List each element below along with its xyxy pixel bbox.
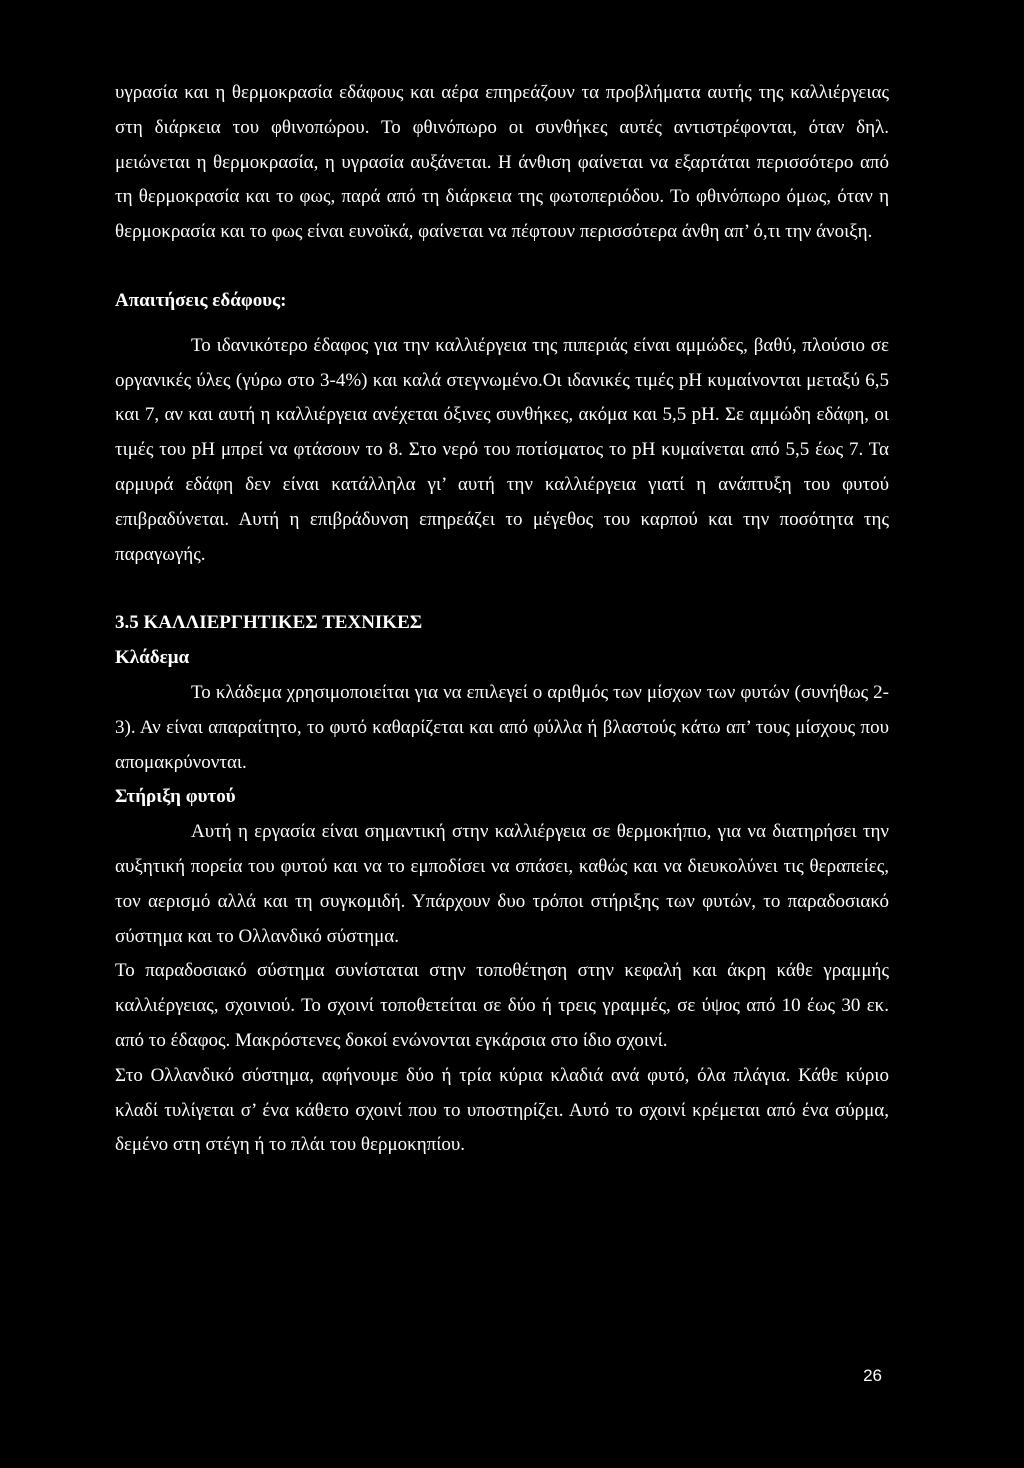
section-heading: 3.5 ΚΑΛΛΙΕΡΓΗΤΙΚΕΣ ΤΕΧΝΙΚΕΣ (115, 612, 423, 634)
page-content (115, 76, 889, 1163)
page-number: 26 (863, 1366, 882, 1385)
plant-support-paragraph: Αυτή η εργασία είναι σημαντική στην καλλιέργεια σε θερμοκήπιο, για να διατηρήσει την αυξητική πορεία του φυτού και να το εμποδίσει να σπάσει, καθώς και να διευκολύνει τις θεραπείες, τον αερισμό αλλά και τη συγκομιδή. Υπάρχουν δυο τρόποι στήριξης των φυτών, το παραδοσιακό σύστημα και το Ολλανδικό σύστημα. (115, 821, 889, 947)
soil-requirements-paragraph: Το ιδανικότερο έδαφος για την καλλιέργεια της πιπεριάς είναι αμμώδες, βαθύ, πλούσιο σε οργανικές ύλες (γύρω στο 3-4%) και καλά στεγνωμένο.Οι ιδανικές τιμές pH κυμαίνονται μεταξύ 6,5 και 7, αν και αυτή η καλλιέργεια ανέχεται όξινες συνθήκες, ακόμα και 5,5 pH. Σε αμμώδη εδάφη, οι τιμές του pH μπρεί να φτάσουν το 8. Στο νερό του ποτίσματος το pH κυμαίνεται από 5,5 έως 7. Τα αρμυρά εδάφη δεν είναι κατάλληλα γι’ αυτή την καλλιέργεια γιατί η ανάπτυξη του φυτού επιβραδύνεται. Αυτή η επιβράδυνση επηρεάζει το μέγεθος του καρπού και την ποσότητα της παραγωγής. (115, 334, 889, 565)
plant-support-heading: Στήριξη φυτού (115, 786, 236, 808)
pruning-heading: Κλάδεμα (115, 647, 190, 669)
soil-requirements-heading: Απαιτήσεις εδάφους: (115, 289, 287, 311)
dutch-system-paragraph: Στο Ολλανδικό σύστημα, αφήνουμε δύο ή τρία κύρια κλαδιά ανά φυτό, όλα πλάγια. Κάθε κύριο κλαδί τυλίγεται σ’ ένα κάθετο σχοινί που το υποστηρίζει. Αυτό το σχοινί κρέμεται από ένα σύρμα, δεμένο στη στέγη ή το πλάι του θερμοκηπίου. (115, 1064, 889, 1156)
traditional-system-paragraph: Το παραδοσιακό σύστημα συνίσταται στην τοποθέτηση στην κεφαλή και άκρη κάθε γραμμής καλλιέργειας, σχοινιού. Το σχοινί τοποθετείται σε δύο ή τρεις γραμμές, σε ύψος από 10 έως 30 εκ. από το έδαφος. Μακρόστενες δοκοί ενώνονται εγκάρσια στο ίδιο σχοινί. (115, 960, 889, 1051)
pruning-paragraph: Το κλάδεμα χρησιμοποιείται για να επιλεγεί ο αριθμός των μίσχων των φυτών (συνήθως 2-3). Αν είναι απαραίτητο, το φυτό καθαρίζεται και από φύλλα ή βλαστούς κάτω απ’ τους μίσχους που απομακρύνονται. (115, 681, 889, 773)
intro-paragraph: υγρασία και η θερμοκρασία εδάφους και αέρα επηρεάζουν τα προβλήματα αυτής της καλλιέργειας στη διάρκεια του φθινοπώρου. Το φθινόπωρο οι συνθήκες αυτές αντιστρέφονται, όταν δηλ. μειώνεται η θερμοκρασία, η υγρασία αυξάνεται. Η άνθιση φαίνεται να εξαρτάται περισσότερο από τη θερμοκρασία και το φως, παρά από τη διάρκεια της φωτοπεριόδου. Το φθινόπωρο όμως, όταν η θερμοκρασία και το φως είναι ευνοϊκά, φαίνεται να πέφτουν περισσότερα άνθη απ’ ό,τι την άνοιξη. (115, 82, 889, 243)
